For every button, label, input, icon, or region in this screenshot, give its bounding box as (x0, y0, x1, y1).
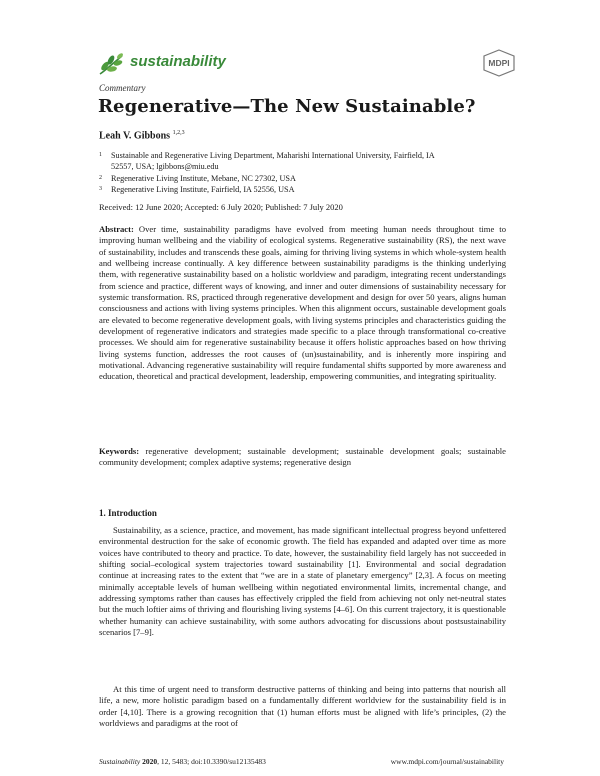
journal-name: sustainability (130, 53, 226, 70)
footer-journal: Sustainability (99, 757, 141, 766)
svg-text:MDPI: MDPI (488, 58, 510, 68)
affiliation-text: Sustainable and Regenerative Living Department, Maharishi International University, Fairfield, IA 52557, USA; lgibbons@miu.edu (111, 151, 435, 171)
author-affil-sup: 1,2,3 (172, 130, 185, 136)
section-heading: 1. Introduction (99, 508, 157, 518)
affiliation-number: 2 (99, 175, 102, 181)
keywords-text: regenerative development; sustainable development; sustainable development goals; sustainable community development; complex adaptive systems; regenerative design (99, 446, 506, 468)
author-name-text: Leah V. Gibbons (99, 130, 171, 142)
intro-paragraph-1 (99, 525, 506, 638)
publisher-logo (480, 48, 518, 78)
journal-url[interactable]: www.mdpi.com/journal/sustainability (390, 757, 504, 766)
citation-footer (99, 757, 266, 766)
abstract-label: Abstract: (99, 224, 134, 234)
footer-citation: , 12, 5483; doi:10.3390/su12135483 (157, 757, 266, 766)
abstract-text: Over time, sustainability paradigms have evolved from meeting human needs throughout time to improving human wellbeing and the viability of ecological systems. Regenerative sustainability (RS), the next wave of sustainability, includes and transcends these goals, aiming for thriving living systems in which whole-system health and wellbeing increase continually. A key difference between sustainability paradigms is the thinking underlying them, with regenerative sustainability based on a holistic worldview and paradigm, integrating recent understandings from science and practice, different ways of knowing, and inner and outer dimensions of sustainability necessary for systemic transformation. RS, practiced through regenerative development and design for over 50 years, aligns human consciousness and actions with living systems principles. When this alignment occurs, sustainable development goals are elevated to become regenerative development goals, with living systems principles and characteristics guiding the development of regenerative indicators and strategies made specific to a place through transformational co-creative processes. We should aim for regenerative sustainability because it offers holistic approaches based on how thriving living systems function, addresses the root causes of (un)sustainability, and is inherently more inspiring and motivational. Advancing regenerative sustainability will require fundamental shifts supported by more awareness and education, theoretical and practical development, leadership, empowering communities, and integrating spirituality. (99, 224, 506, 382)
mdpi-logo-icon (480, 48, 518, 78)
affiliation-text: Regenerative Living Institute, Fairfield, IA 52556, USA (111, 185, 295, 194)
keywords (99, 446, 506, 469)
affiliation-number: 3 (99, 186, 102, 192)
intro-paragraph-1-text: Sustainability, as a science, practice, and movement, has made significant intellectual progress beyond unfettered environmental destruction for the sake of economic growth. The field has expanded and adapted over time as more voices have contributed to theory and practice. To date, however, the sustainability field largely has not succeeded in shifting social–ecological system trajectories toward sustainability [1]. Environmental and social degradation continue at increasing rates to the extent that “we are in a state of planetary emergency” [2,3]. A focus on meeting minimally acceptable levels of human wellbeing within negotiated environmental limits, incremental change, and addressing symptoms rather than causes has effectively crippled the field from achieving not only net-neutral states but the much loftier aims of thriving and flourishing living systems [4–6]. On this current trajectory, it is questionable whether humanity can achieve sustainability, with some authors advocating for discussions about postsustainability scenarios [7–9]. (99, 525, 506, 638)
intro-paragraph-2-text: At this time of urgent need to transform destructive patterns of thinking and being into patterns that nourish all life, a new, more holistic paradigm based on a fundamentally different worldview for the sustainability field is in order [4,10]. There is a growing recognition that (1) human efforts must be aligned with life’s principles, (2) the worldviews and paradigms at the root of (99, 684, 506, 729)
affiliation-1 (99, 150, 459, 174)
publication-dates: Received: 12 June 2020; Accepted: 6 July 2020; Published: 7 July 2020 (99, 202, 343, 212)
affiliation-text: Regenerative Living Institute, Mebane, NC 27302, USA (111, 174, 296, 183)
affiliation-number: 1 (99, 152, 102, 158)
article-type: Commentary (99, 83, 146, 93)
leaf-sprig-icon (96, 52, 126, 78)
intro-paragraph-2 (99, 684, 506, 729)
abstract (99, 224, 506, 383)
author-name (99, 130, 185, 141)
article-title: Regenerative—The New Sustainable? (98, 96, 476, 117)
affiliation-3 (99, 184, 459, 196)
keywords-label: Keywords: (99, 446, 140, 456)
footer-year: 2020 (142, 757, 158, 766)
